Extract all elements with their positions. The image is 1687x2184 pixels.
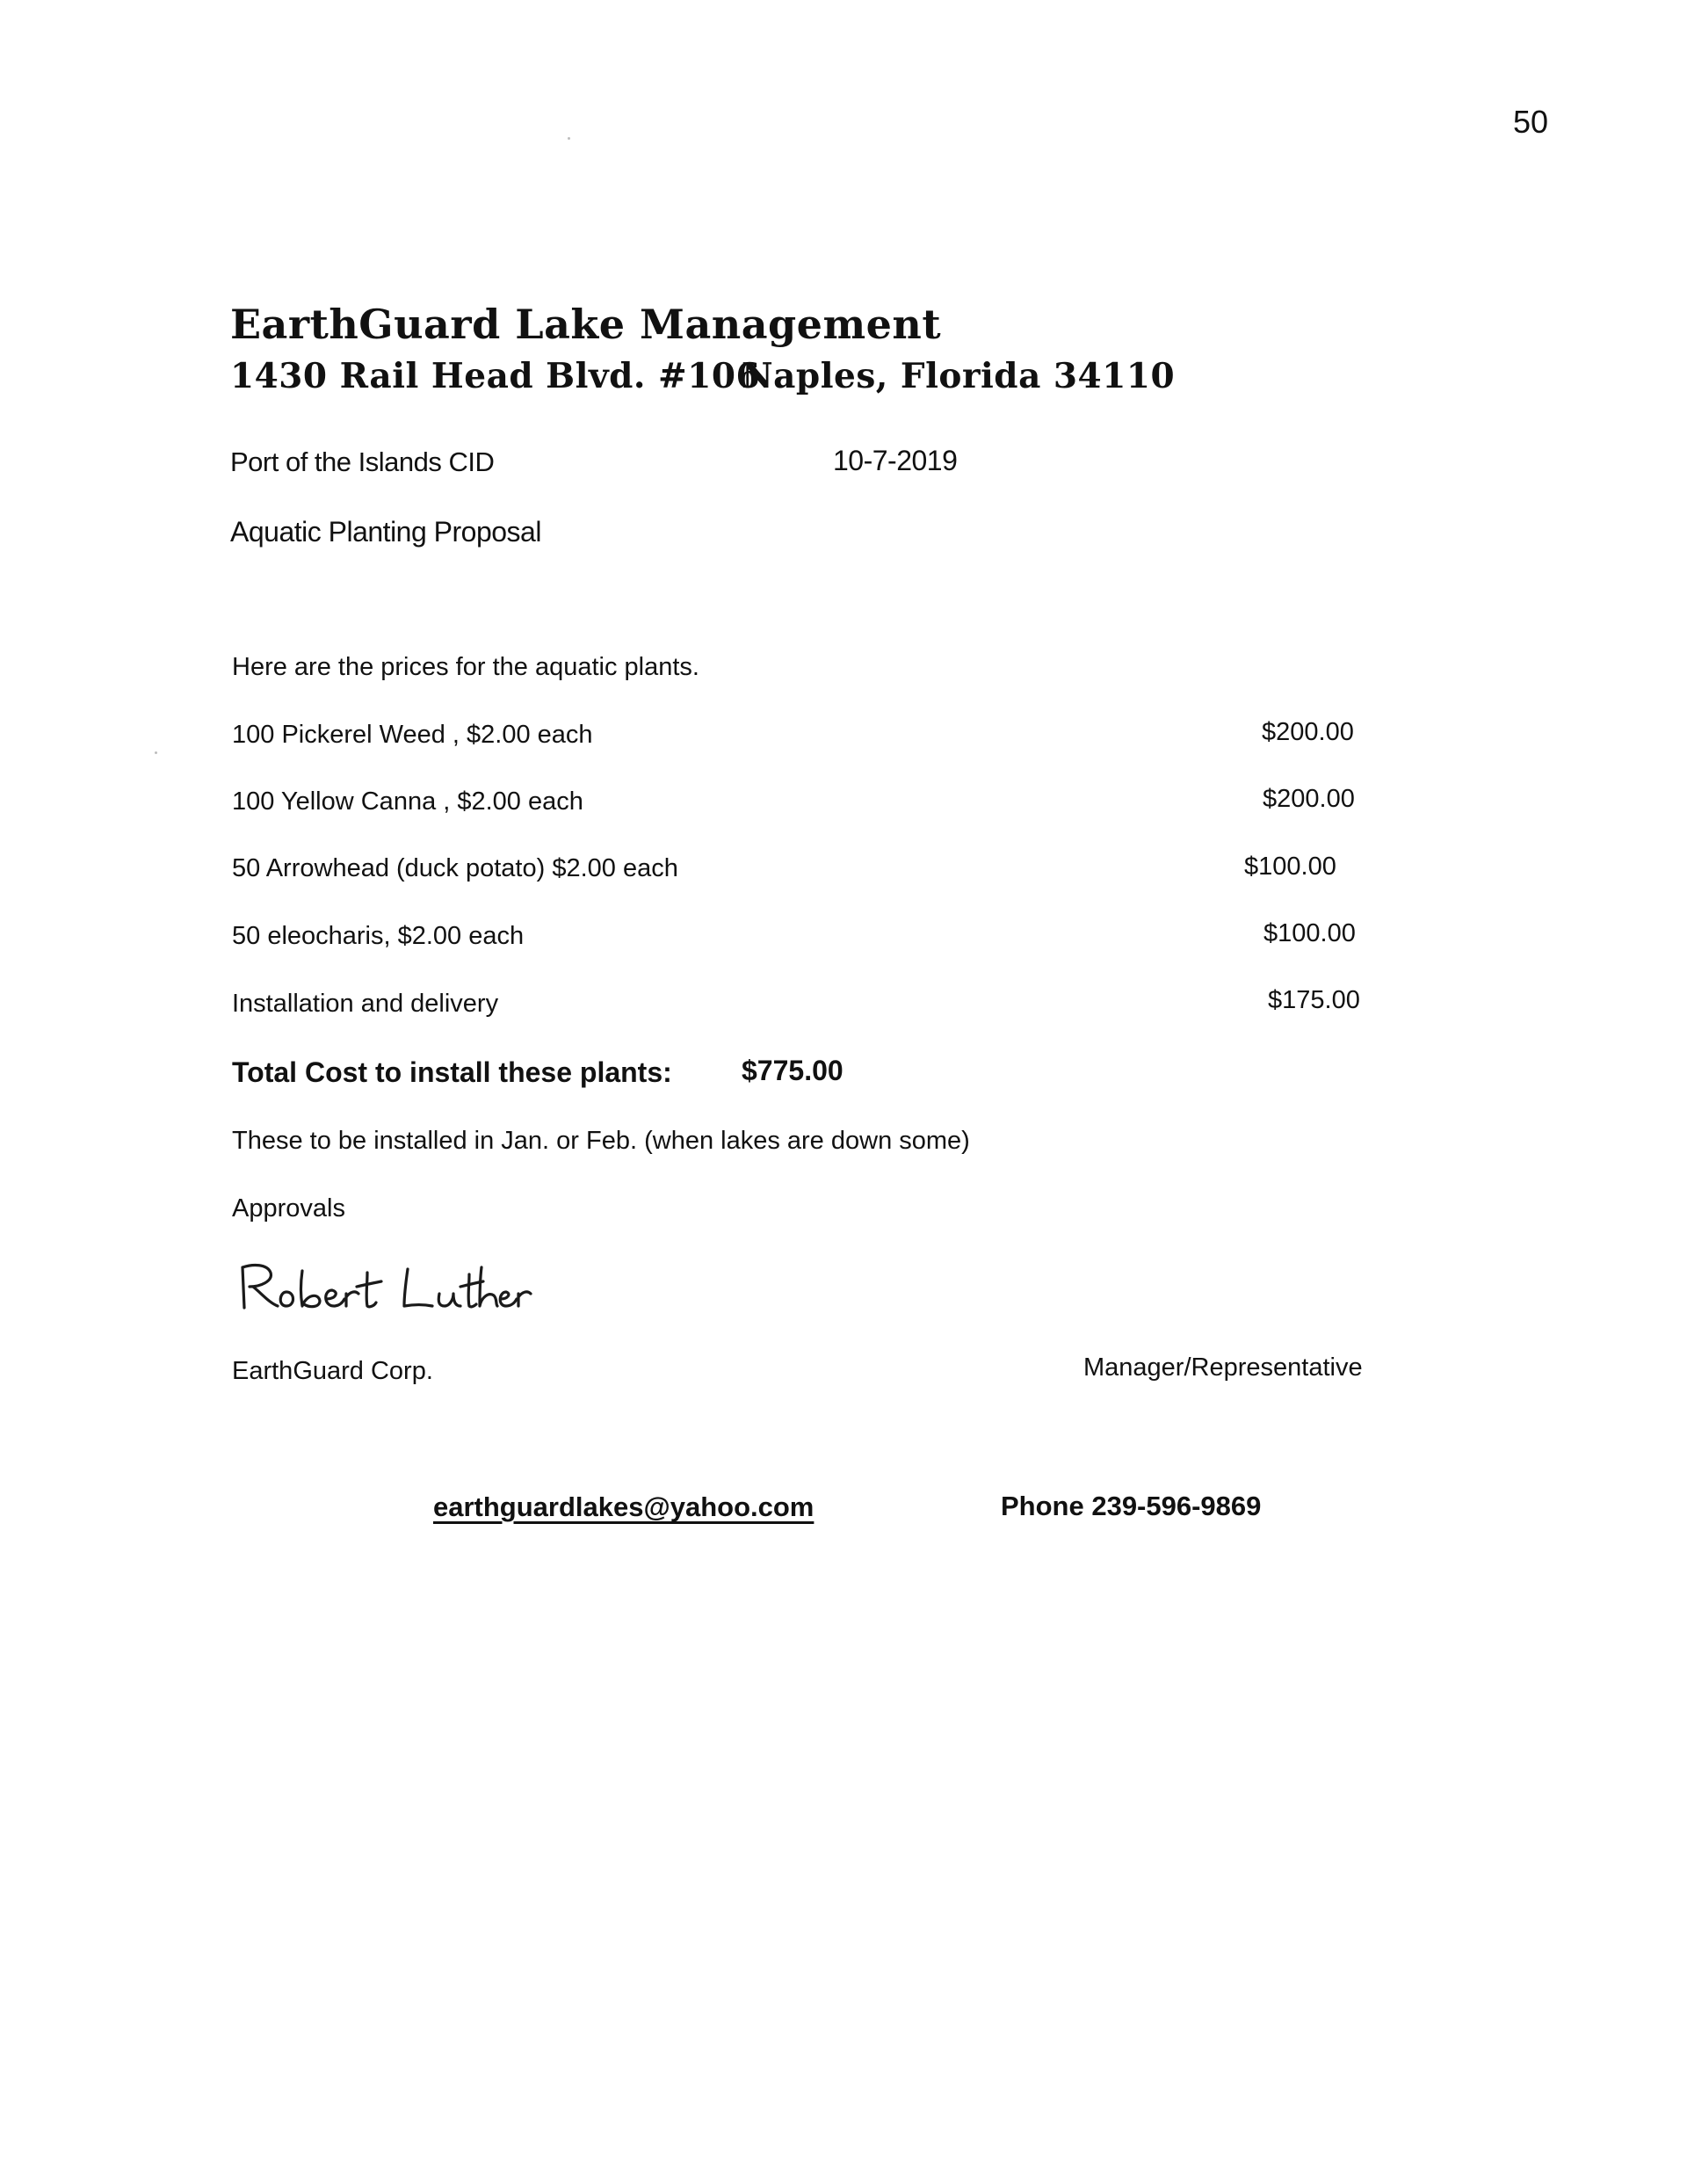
company-city-state-zip: Naples, Florida 34110 (742, 356, 1176, 396)
line-item-description: 50 Arrowhead (duck potato) $2.00 each (232, 854, 678, 882)
proposal-date: 10-7-2019 (833, 445, 958, 476)
scan-speck (568, 137, 570, 140)
line-item-price: $100.00 (1244, 853, 1336, 881)
company-name: EarthGuard Lake Management (230, 301, 942, 348)
contact-phone: Phone 239-596-9869 (1001, 1491, 1262, 1521)
line-item-description: 100 Yellow Canna , $2.00 each (232, 787, 583, 816)
line-item-price: $100.00 (1263, 919, 1356, 947)
installation-note: These to be installed in Jan. or Feb. (when lakes are down some) (232, 1127, 970, 1155)
scan-speck (155, 751, 157, 754)
signer-company: EarthGuard Corp. (232, 1357, 433, 1385)
proposal-title: Aquatic Planting Proposal (230, 516, 541, 548)
approvals-label: Approvals (232, 1194, 345, 1223)
line-item-price: $175.00 (1268, 986, 1360, 1014)
line-item-description: 50 eleocharis, $2.00 each (232, 922, 525, 950)
company-street-address: 1430 Rail Head Blvd. #106 (230, 356, 761, 396)
signer-role: Manager/Representative (1083, 1353, 1363, 1382)
total-cost-value: $775.00 (742, 1055, 844, 1086)
contact-email-link[interactable]: earthguardlakes@yahoo.com (433, 1491, 815, 1522)
page-number: 50 (1513, 104, 1549, 140)
line-item-price: $200.00 (1263, 785, 1355, 813)
line-item-price: $200.00 (1262, 718, 1354, 746)
handwritten-signature (235, 1255, 534, 1317)
line-item-description: 100 Pickerel Weed , $2.00 each (232, 721, 593, 749)
line-item-description: Installation and delivery (232, 990, 499, 1018)
client-name: Port of the Islands CID (230, 446, 495, 477)
total-cost-label: Total Cost to install these plants: (232, 1056, 672, 1088)
intro-text: Here are the prices for the aquatic plants. (232, 653, 699, 681)
